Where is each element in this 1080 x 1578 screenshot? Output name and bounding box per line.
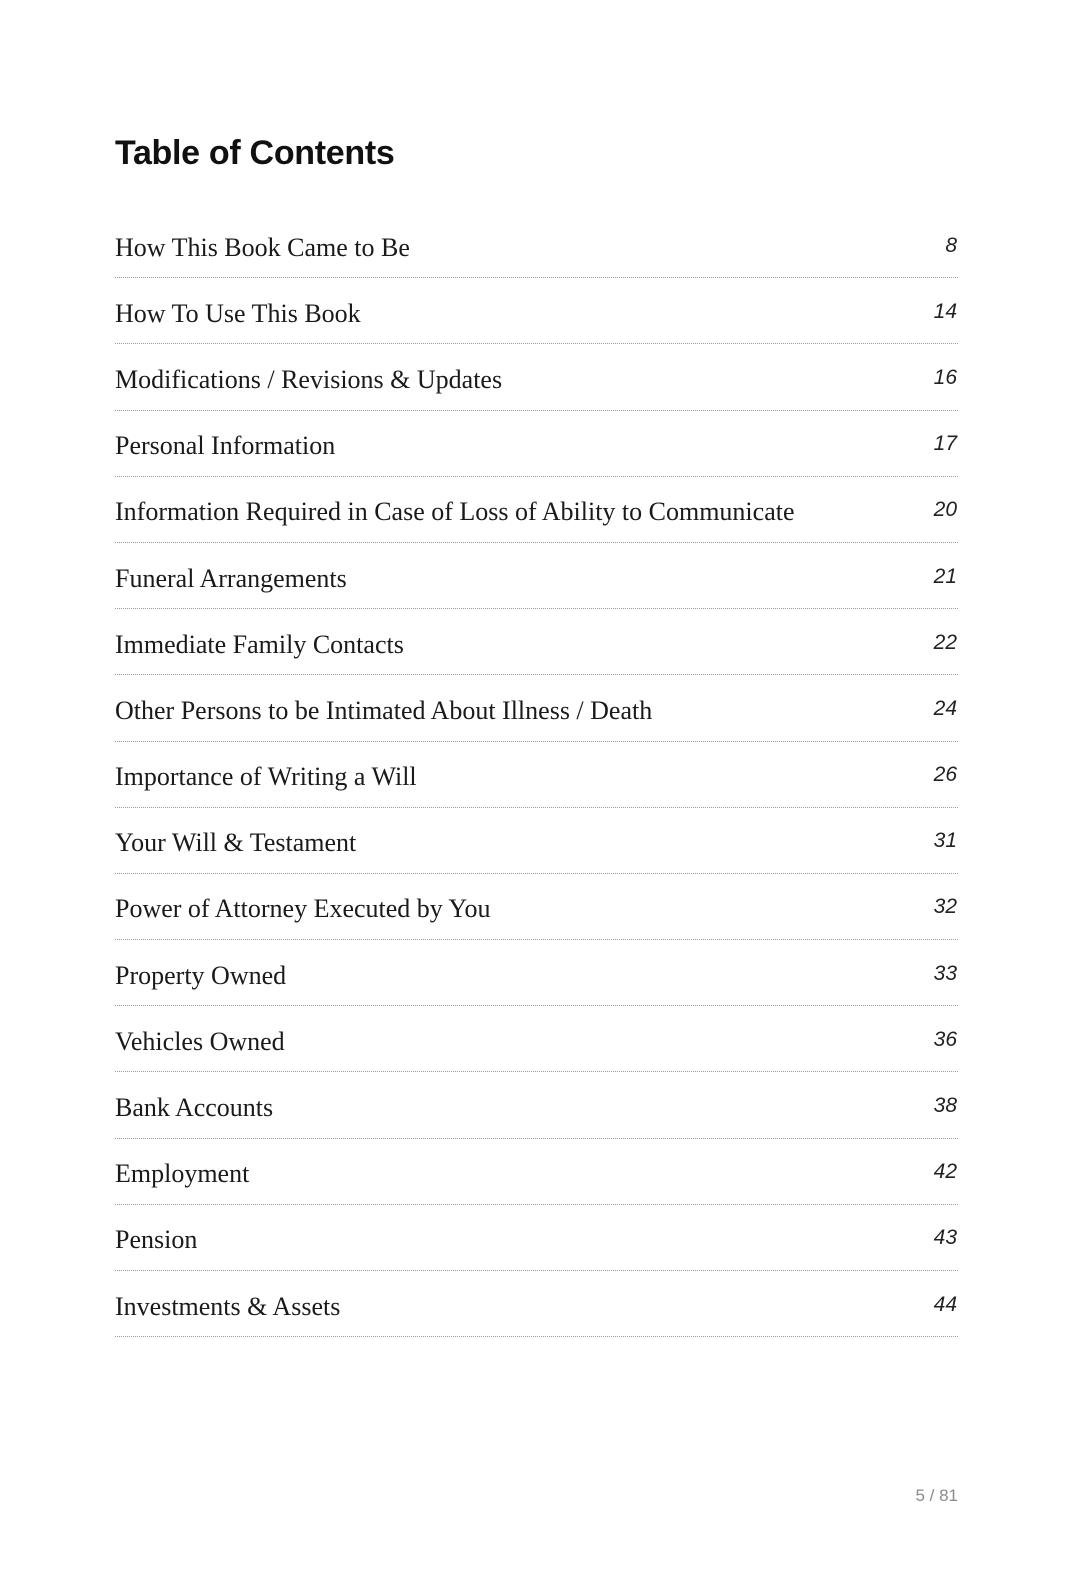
toc-entry-page-number: 20 — [933, 498, 957, 522]
toc-entry-page-number: 42 — [933, 1160, 957, 1184]
toc-entry[interactable] — [115, 1072, 958, 1138]
toc-entry-label[interactable]: Importance of Writing a Will — [115, 762, 417, 792]
toc-entry-page-number: 36 — [933, 1027, 957, 1051]
toc-entry-label[interactable]: Vehicles Owned — [115, 1026, 285, 1056]
toc-entry-page-number: 14 — [933, 299, 957, 323]
toc-entry-label[interactable]: Bank Accounts — [115, 1093, 274, 1123]
toc-entry-page-number: 22 — [933, 630, 957, 654]
toc-entry-label[interactable]: Your Will & Testament — [115, 828, 357, 858]
toc-entry-page-number: 24 — [933, 696, 957, 720]
toc-entry[interactable] — [115, 411, 958, 477]
toc-entry[interactable] — [115, 1205, 958, 1271]
toc-entry[interactable] — [115, 609, 958, 675]
toc-entry[interactable] — [115, 212, 958, 278]
toc-entry-label[interactable]: Other Persons to be Intimated About Illness / Death — [115, 695, 653, 725]
toc-entry[interactable] — [115, 344, 958, 410]
toc-entry-label[interactable]: Information Required in Case of Loss of Ability to Communicate — [115, 497, 795, 527]
toc-entry[interactable] — [115, 874, 958, 940]
toc-entry-label[interactable]: Pension — [115, 1225, 198, 1255]
toc-entry-label[interactable]: Power of Attorney Executed by You — [115, 894, 491, 924]
page-indicator: 5 / 81 — [915, 1486, 958, 1505]
toc-entry-page-number: 33 — [933, 961, 957, 985]
toc-entry-label[interactable]: How To Use This Book — [115, 298, 361, 328]
page-title: Table of Contents — [115, 134, 395, 172]
toc-entry-page-number: 17 — [933, 432, 957, 456]
toc-entry[interactable] — [115, 543, 958, 609]
toc-entry[interactable] — [115, 1139, 958, 1205]
toc-entry-label[interactable]: Employment — [115, 1159, 250, 1189]
toc-entry[interactable] — [115, 808, 958, 874]
toc-entry-label[interactable]: Property Owned — [115, 960, 287, 990]
toc-entry[interactable] — [115, 1271, 958, 1337]
toc-entry-page-number: 44 — [933, 1292, 957, 1316]
toc-entry-page-number: 16 — [933, 365, 957, 389]
toc-entry-label[interactable]: Modifications / Revisions & Updates — [115, 364, 503, 394]
toc-entry-page-number: 26 — [933, 763, 957, 787]
toc-list — [115, 212, 958, 1337]
toc-entry-page-number: 38 — [933, 1094, 957, 1118]
toc-entry-label[interactable]: Funeral Arrangements — [115, 563, 347, 593]
toc-entry-page-number: 43 — [933, 1226, 957, 1250]
toc-entry-page-number: 21 — [933, 564, 957, 588]
toc-entry-label[interactable]: Personal Information — [115, 431, 336, 461]
toc-entry-label[interactable]: How This Book Came to Be — [115, 232, 410, 262]
toc-entry[interactable] — [115, 477, 958, 543]
toc-entry[interactable] — [115, 1006, 958, 1072]
toc-entry[interactable] — [115, 742, 958, 808]
toc-entry[interactable] — [115, 278, 958, 344]
toc-entry-label[interactable]: Investments & Assets — [115, 1291, 341, 1321]
toc-entry[interactable] — [115, 940, 958, 1006]
toc-entry-page-number: 31 — [933, 829, 957, 853]
toc-entry-label[interactable]: Immediate Family Contacts — [115, 629, 404, 659]
toc-entry-page-number: 32 — [933, 895, 957, 919]
toc-entry-page-number: 8 — [945, 233, 957, 257]
toc-entry[interactable] — [115, 675, 958, 741]
